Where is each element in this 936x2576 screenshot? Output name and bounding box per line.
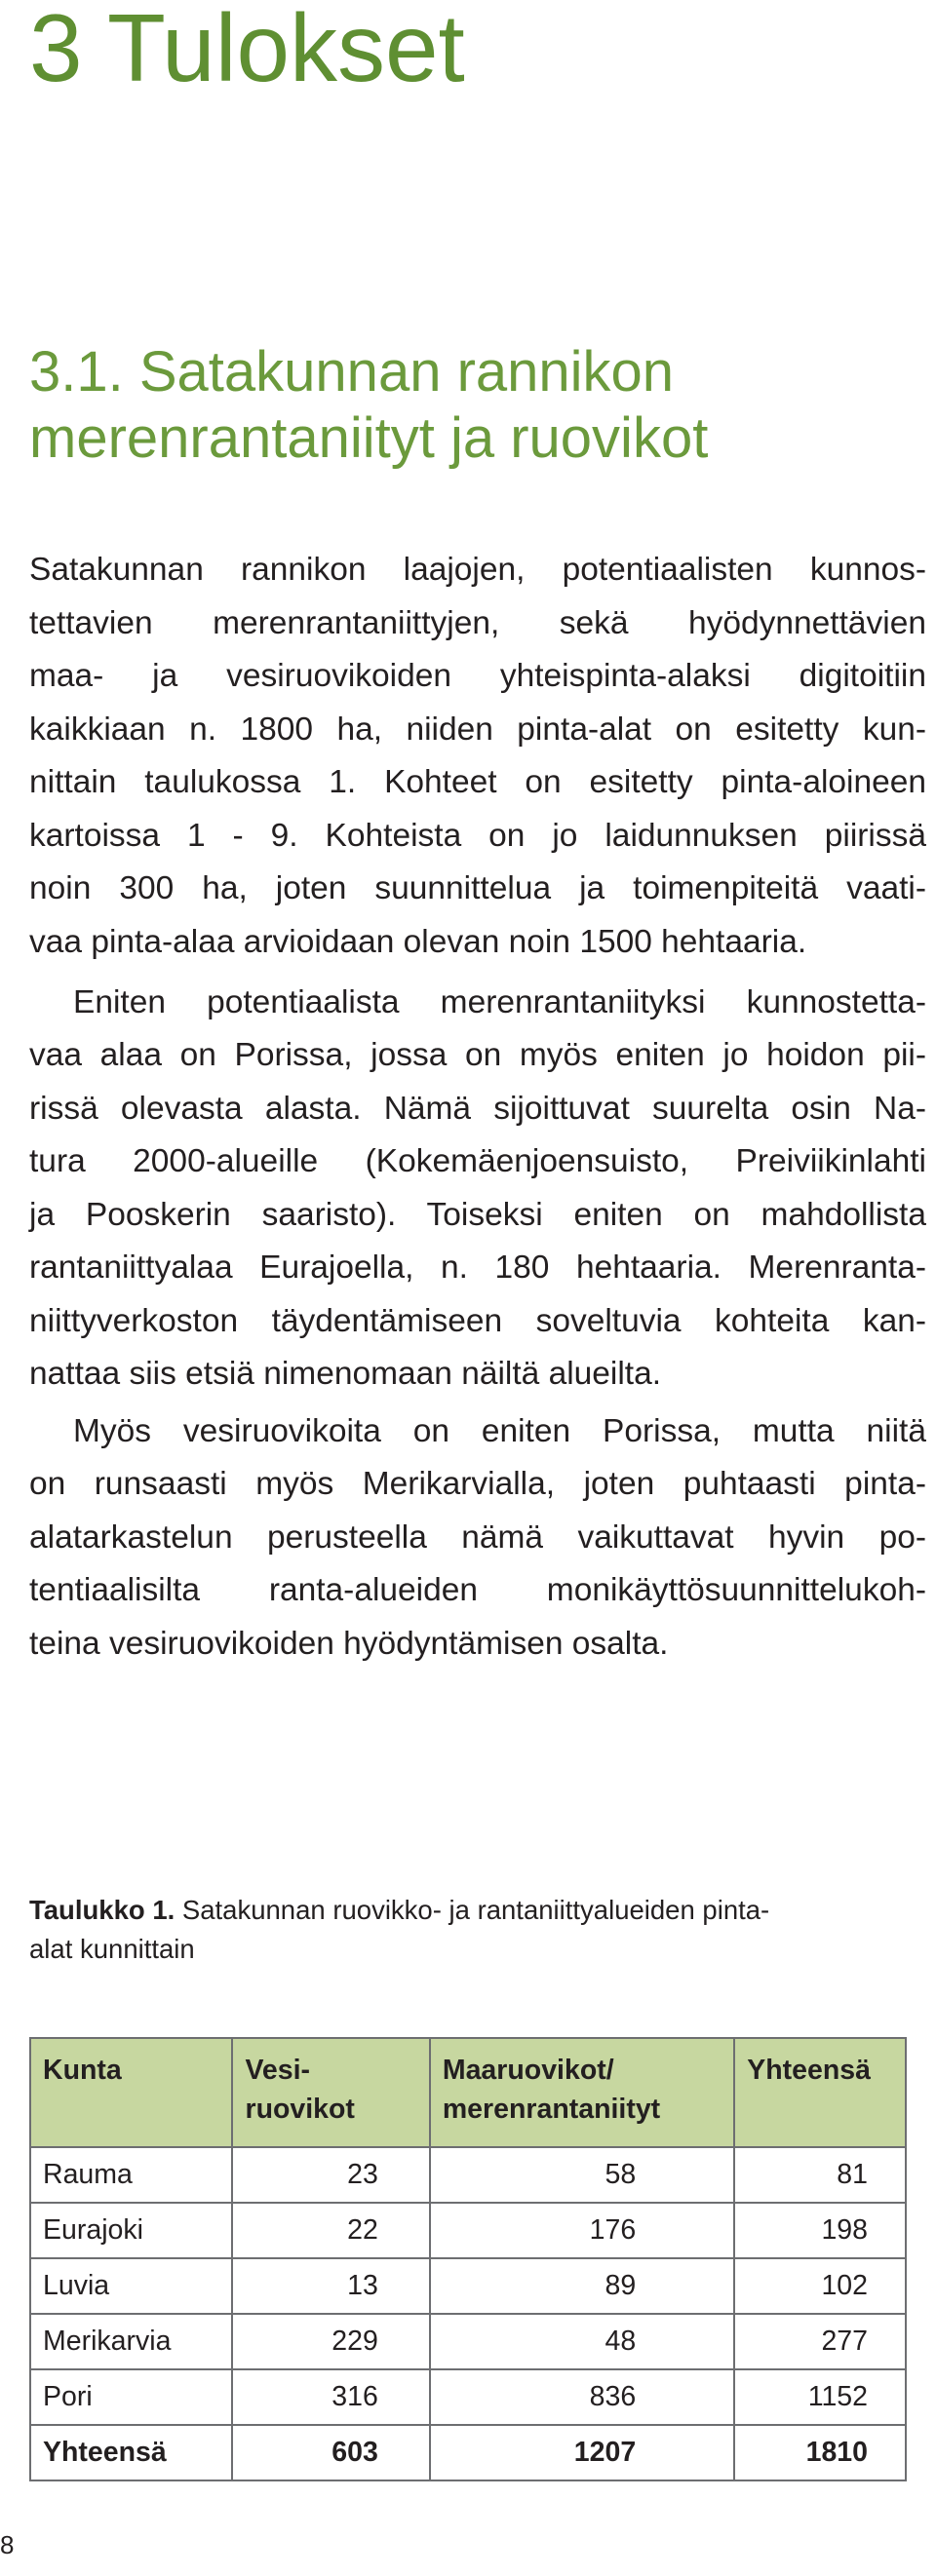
table-caption-line: alat kunnittain: [29, 1934, 195, 1964]
cell-yhteensa: 81: [734, 2147, 906, 2203]
cell-yhteensa: 1810: [734, 2425, 906, 2480]
cell-maa: 836: [430, 2369, 734, 2425]
area-table: [29, 2037, 907, 2481]
table-total-row: [30, 2425, 906, 2480]
paragraph-line: Eniten potentiaalista merenrantaniityksi kunnostetta-: [73, 984, 926, 1020]
paragraph-3-first-line: [73, 1405, 926, 1459]
page-number: 8: [0, 2530, 15, 2559]
paragraph-line: rissä olevasta alasta. Nämä sijoittuvat suurelta osin Na-: [29, 1090, 926, 1127]
cell-vesi: 316: [232, 2369, 429, 2425]
paragraph-line: nattaa siis etsiä nimenomaan näiltä alueilta.: [29, 1356, 662, 1392]
table-row: [30, 2314, 906, 2369]
paragraph-line: niittyverkoston täydentämiseen soveltuvia kohteita kan-: [29, 1302, 926, 1339]
table-row: [30, 2369, 906, 2425]
header-kunta: Kunta: [30, 2038, 232, 2147]
paragraph-line: kartoissa 1 - 9. Kohteista on jo laidunnuksen piirissä: [29, 817, 926, 854]
paragraph-line: tettavien merenrantaniittyjen, sekä hyödynnettävien: [29, 604, 926, 641]
table-caption: [29, 1891, 907, 1969]
table-caption-line: [29, 1891, 907, 1930]
table-row: [30, 2258, 906, 2314]
paragraph-line: alatarkastelun perusteella nämä vaikuttavat hyvin po-: [29, 1519, 926, 1556]
cell-kunta: Eurajoki: [30, 2203, 232, 2258]
paragraph-line: rantaniittyalaa Eurajoella, n. 180 hehtaaria. Merenranta-: [29, 1250, 926, 1286]
paragraph-line: noin 300 ha, joten suunnittelua ja toimenpiteitä vaati-: [29, 870, 926, 906]
paragraph-2-first-line: [73, 977, 926, 1030]
header-maaruovikot: Maaruovikot/ merenrantaniityt: [430, 2038, 734, 2147]
chapter-title: 3 Tulokset: [29, 0, 465, 101]
cell-maa: 48: [430, 2314, 734, 2369]
cell-vesi: 229: [232, 2314, 429, 2369]
cell-vesi: 23: [232, 2147, 429, 2203]
table-header-row: [30, 2038, 906, 2147]
paragraph-line: tentiaalisilta ranta-alueiden monikäyttösuunnittelukoh-: [29, 1572, 926, 1608]
table-row: [30, 2147, 906, 2203]
cell-kunta: Yhteensä: [30, 2425, 232, 2480]
paragraph-line: on runsaasti myös Merikarvialla, joten puhtaasti pinta-: [29, 1466, 926, 1502]
paragraph-2: [29, 1029, 926, 1402]
paragraph-line: ja Pooskerin saaristo). Toiseksi eniten on mahdollista: [29, 1196, 926, 1233]
cell-maa: 58: [430, 2147, 734, 2203]
cell-yhteensa: 1152: [734, 2369, 906, 2425]
cell-maa: 89: [430, 2258, 734, 2314]
section-title-line: merenrantaniityt ja ruovikot: [29, 406, 709, 470]
cell-vesi: 13: [232, 2258, 429, 2314]
cell-kunta: Merikarvia: [30, 2314, 232, 2369]
paragraph-1: [29, 544, 926, 969]
table-caption-text: Satakunnan ruovikko- ja rantaniittyalueiden pinta-: [175, 1895, 770, 1925]
cell-kunta: Luvia: [30, 2258, 232, 2314]
cell-kunta: Pori: [30, 2369, 232, 2425]
cell-maa: 176: [430, 2203, 734, 2258]
paragraph-line: Satakunnan rannikon laajojen, potentiaalisten kunnos-: [29, 552, 926, 588]
paragraph-line: nittain taulukossa 1. Kohteet on esitetty pinta-aloineen: [29, 764, 926, 800]
cell-vesi: 22: [232, 2203, 429, 2258]
table-row: [30, 2203, 906, 2258]
section-title-line: 3.1. Satakunnan rannikon: [29, 340, 675, 404]
section-title: [29, 339, 708, 472]
paragraph-line: teina vesiruovikoiden hyödyntämisen osalta.: [29, 1625, 669, 1662]
cell-maa: 1207: [430, 2425, 734, 2480]
paragraph-line: vaa alaa on Porissa, jossa on myös eniten jo hoidon pii-: [29, 1037, 926, 1073]
paragraph-line: tura 2000-alueille (Kokemäenjoensuisto, Preiviikinlahti: [29, 1143, 926, 1179]
paragraph-line: maa- ja vesiruovikoiden yhteispinta-alaksi digitoitiin: [29, 658, 926, 694]
paragraph-line: kaikkiaan n. 1800 ha, niiden pinta-alat on esitetty kun-: [29, 711, 926, 748]
cell-yhteensa: 102: [734, 2258, 906, 2314]
cell-yhteensa: 277: [734, 2314, 906, 2369]
table-caption-label: Taulukko 1.: [29, 1895, 176, 1925]
cell-vesi: 603: [232, 2425, 429, 2480]
paragraph-3: [29, 1458, 926, 1671]
paragraph-line: vaa pinta-alaa arvioidaan olevan noin 1500 hehtaaria.: [29, 923, 807, 960]
paragraph-line: Myös vesiruovikoita on eniten Porissa, mutta niitä: [73, 1413, 926, 1449]
header-yhteensa: Yhteensä: [734, 2038, 906, 2147]
header-vesiruovikot: Vesi- ruovikot: [232, 2038, 429, 2147]
cell-yhteensa: 198: [734, 2203, 906, 2258]
cell-kunta: Rauma: [30, 2147, 232, 2203]
